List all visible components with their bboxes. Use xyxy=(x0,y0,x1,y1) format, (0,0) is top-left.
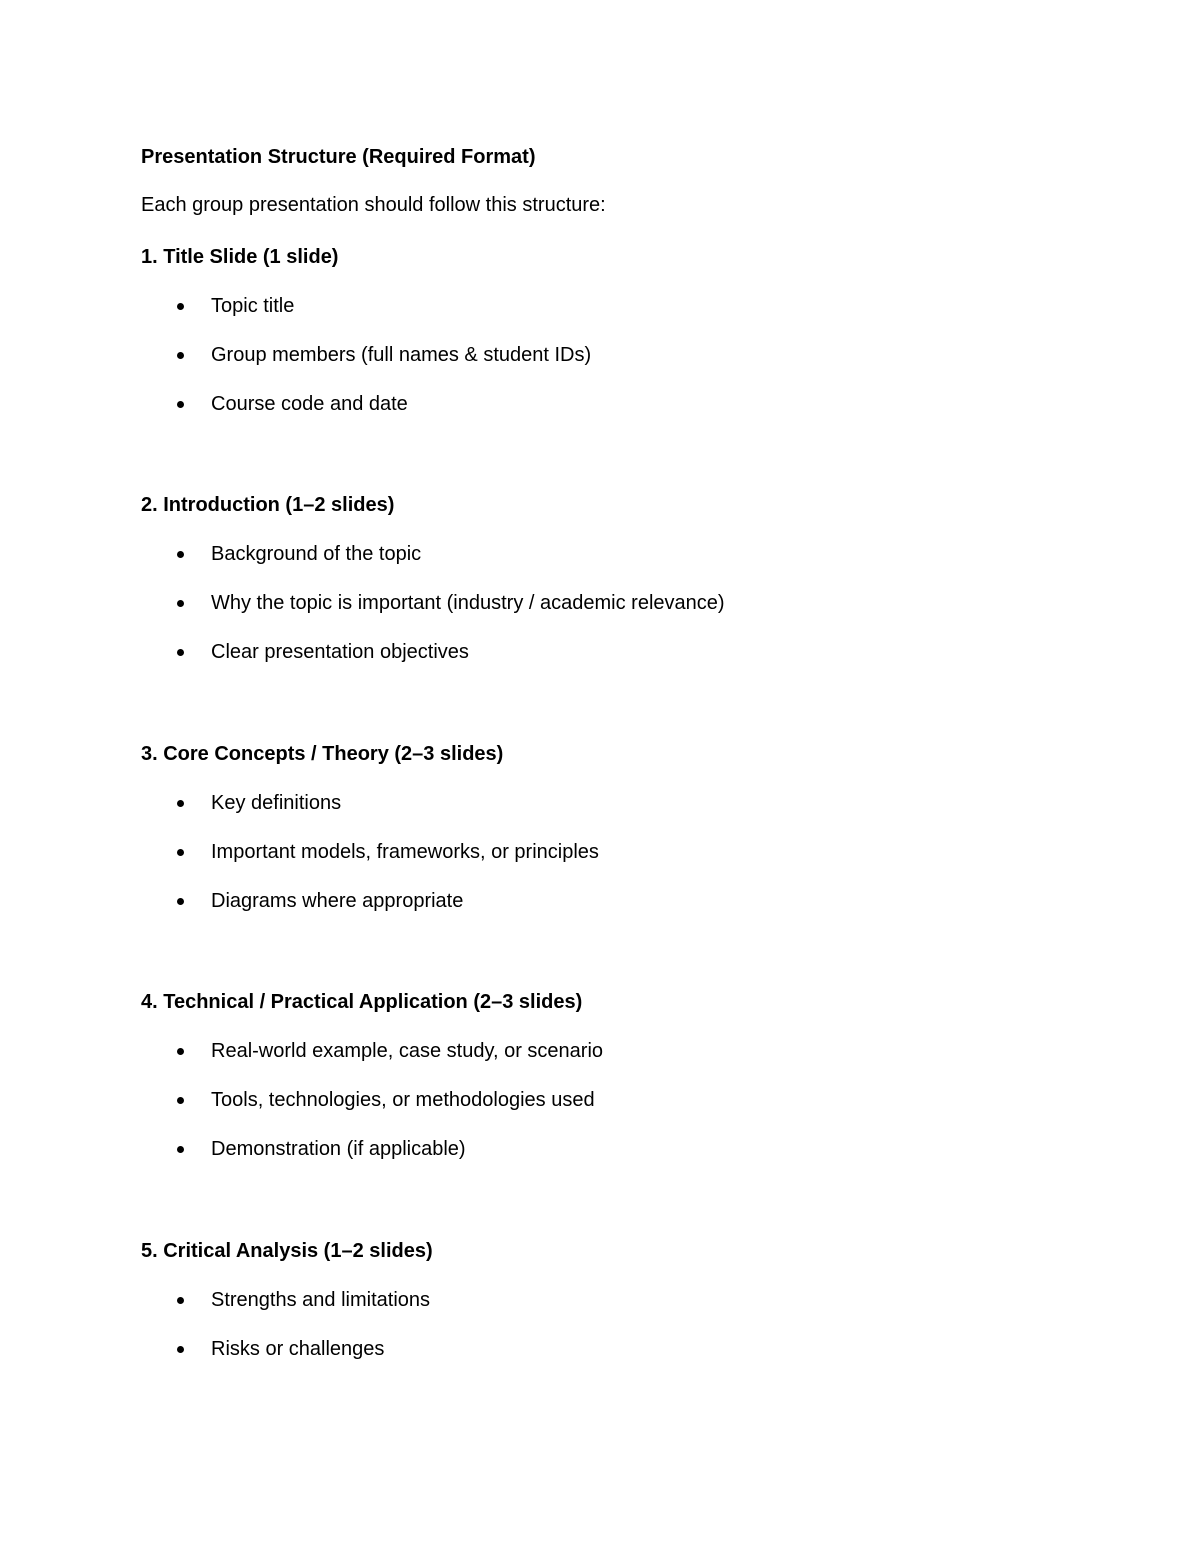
bullet-list xyxy=(141,540,1141,666)
section-title-slide xyxy=(141,243,1141,418)
bullet-icon xyxy=(177,898,184,905)
section-introduction xyxy=(141,491,1141,666)
list-item-text: Demonstration (if applicable) xyxy=(211,1138,466,1160)
list-item xyxy=(141,390,1141,418)
list-item-text: Course code and date xyxy=(211,393,408,415)
bullet-list xyxy=(141,789,1141,915)
list-item-text: Background of the topic xyxy=(211,543,422,565)
bullet-icon xyxy=(177,600,184,607)
list-item-text: Group members (full names & student IDs) xyxy=(211,344,592,366)
list-item xyxy=(141,1335,1141,1363)
bullet-list xyxy=(141,1037,1141,1163)
bullet-icon xyxy=(177,1297,184,1304)
bullet-icon xyxy=(177,1146,184,1153)
list-item-text: Why the topic is important (industry / academic relevance) xyxy=(211,592,725,614)
list-item-text: Clear presentation objectives xyxy=(211,641,469,663)
list-item xyxy=(141,1086,1141,1114)
section-critical-analysis xyxy=(141,1237,1141,1363)
bullet-icon xyxy=(177,551,184,558)
list-item xyxy=(141,838,1141,866)
bullet-list xyxy=(141,292,1141,418)
list-item-text: Key definitions xyxy=(211,792,342,814)
list-item xyxy=(141,1135,1141,1163)
bullet-icon xyxy=(177,649,184,656)
intro-paragraph: Each group presentation should follow this structure: xyxy=(141,194,606,216)
section-heading: 5. Critical Analysis (1–2 slides) xyxy=(141,1240,433,1262)
list-item xyxy=(141,540,1141,568)
bullet-icon xyxy=(177,1346,184,1353)
bullet-icon xyxy=(177,849,184,856)
list-item-text: Real-world example, case study, or scenario xyxy=(211,1040,604,1062)
list-item xyxy=(141,292,1141,320)
bullet-icon xyxy=(177,303,184,310)
list-item-text: Strengths and limitations xyxy=(211,1289,431,1311)
bullet-icon xyxy=(177,352,184,359)
list-item xyxy=(141,589,1141,617)
section-heading: 4. Technical / Practical Application (2–3 slides) xyxy=(141,991,583,1013)
list-item xyxy=(141,887,1141,915)
list-item xyxy=(141,638,1141,666)
list-item xyxy=(141,341,1141,369)
bullet-icon xyxy=(177,401,184,408)
list-item-text: Topic title xyxy=(211,295,295,317)
list-item-text: Diagrams where appropriate xyxy=(211,890,464,912)
list-item xyxy=(141,1286,1141,1314)
document-title: Presentation Structure (Required Format) xyxy=(141,146,536,168)
list-item-text: Risks or challenges xyxy=(211,1338,385,1360)
bullet-icon xyxy=(177,1048,184,1055)
section-core-concepts xyxy=(141,740,1141,915)
list-item xyxy=(141,789,1141,817)
section-heading: 1. Title Slide (1 slide) xyxy=(141,246,339,268)
section-heading: 2. Introduction (1–2 slides) xyxy=(141,494,395,516)
list-item-text: Important models, frameworks, or principles xyxy=(211,841,599,863)
list-item-text: Tools, technologies, or methodologies used xyxy=(211,1089,595,1111)
section-heading: 3. Core Concepts / Theory (2–3 slides) xyxy=(141,743,504,765)
bullet-icon xyxy=(177,1097,184,1104)
bullet-list xyxy=(141,1286,1141,1363)
section-technical-application xyxy=(141,988,1141,1163)
list-item xyxy=(141,1037,1141,1065)
bullet-icon xyxy=(177,800,184,807)
